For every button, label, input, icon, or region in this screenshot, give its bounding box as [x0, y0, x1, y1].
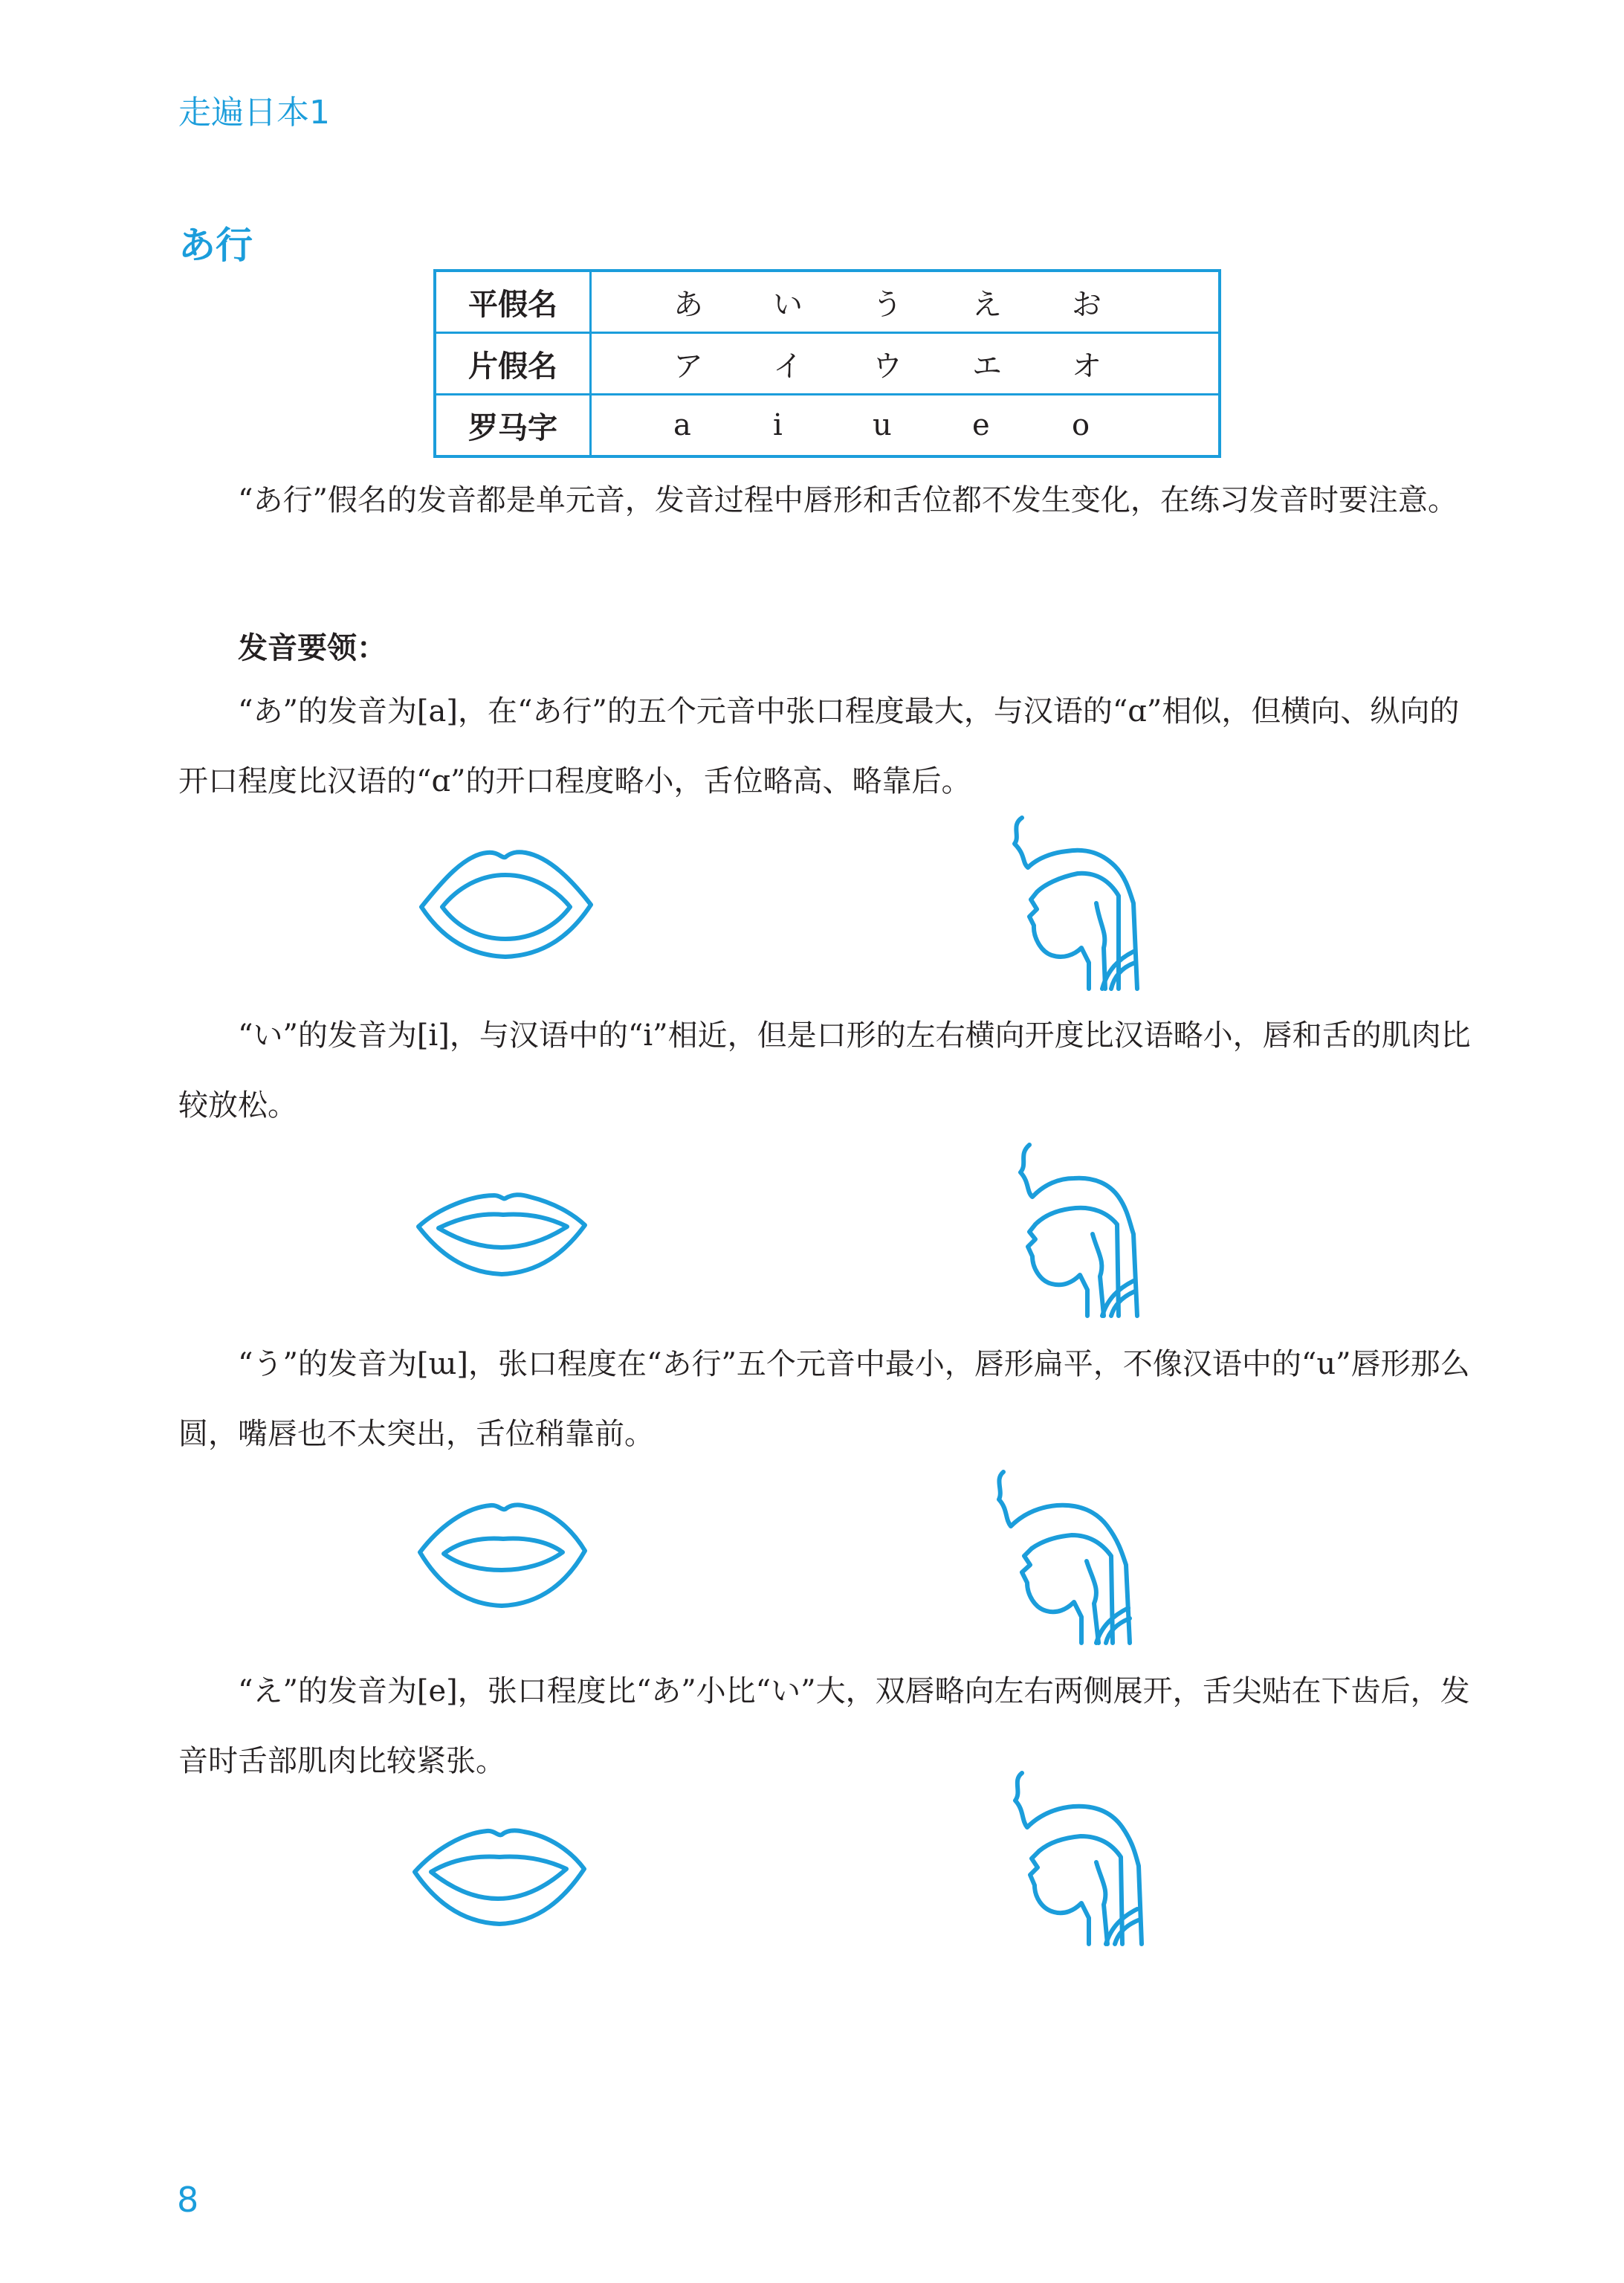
intro-paragraph: “あ行”假名的发音都是单元音，发音过程中唇形和舌位都不发生变化，在练习发音时要注意。: [238, 483, 1458, 517]
lips-i-diagram: [413, 1182, 591, 1286]
romaji-cell: a: [673, 408, 691, 442]
lips-e-diagram: [409, 1820, 591, 1935]
lips-a-diagram: [413, 836, 598, 970]
row-label: 罗马字: [435, 395, 591, 457]
book-title-header: 走遍日本1: [178, 94, 330, 132]
table-row: [435, 271, 1220, 333]
romaji-cell: i: [773, 408, 783, 442]
kana-table: [433, 269, 1221, 458]
mouth-profile-u-diagram: [989, 1468, 1152, 1654]
mouth-profile-i-diagram: [1007, 1141, 1156, 1327]
kana-cell: ア: [673, 349, 703, 384]
vowel-u-paragraph: “う”的发音为[ɯ]，张口程度在“あ行”五个元音中最小，唇形扁平，不像汉语中的“u”唇形那么圆，嘴唇也不太突出，舌位稍靠前。: [178, 1347, 1470, 1451]
kana-cell: う: [873, 287, 902, 322]
kana-cell: あ: [673, 287, 703, 322]
kana-cell: オ: [1072, 349, 1101, 384]
lips-u-diagram: [413, 1494, 591, 1617]
kana-cell: え: [972, 287, 1002, 322]
vowel-e-paragraph: “え”的发音为[e]，张口程度比“あ”小比“い”大，双唇略向左右两侧展开，舌尖贴在下齿后，发音时舌部肌肉比较紧张。: [178, 1674, 1470, 1778]
kana-cell: お: [1072, 287, 1101, 322]
section-title: あ行: [178, 224, 253, 267]
kana-cell: い: [773, 287, 803, 322]
romaji-cell: o: [1072, 408, 1090, 442]
table-row: [435, 333, 1220, 395]
kana-cell: エ: [972, 349, 1002, 384]
romaji-cell: u: [873, 408, 892, 442]
table-row: [435, 395, 1220, 457]
kana-cell: イ: [773, 349, 803, 384]
row-label: 平假名: [435, 271, 591, 333]
vowel-i-paragraph: “い”的发音为[i]，与汉语中的“i”相近，但是口形的左右横向开度比汉语略小，唇和舌的肌肉比较放松。: [178, 1018, 1471, 1123]
subheading: 发音要领：: [238, 631, 386, 665]
mouth-profile-e-diagram: [1003, 1769, 1159, 1955]
vowel-a-paragraph: “あ”的发音为[a]，在“あ行”的五个元音中张口程度最大，与汉语的“ɑ”相似，但横向、纵向的开口程度比汉语的“ɑ”的开口程度略小，舌位略高、略靠后。: [178, 694, 1460, 798]
page-number: 8: [177, 2180, 199, 2220]
kana-cell: ウ: [873, 349, 902, 384]
row-label: 片假名: [435, 333, 591, 395]
romaji-cell: e: [972, 408, 990, 442]
mouth-profile-a-diagram: [1007, 814, 1156, 1000]
